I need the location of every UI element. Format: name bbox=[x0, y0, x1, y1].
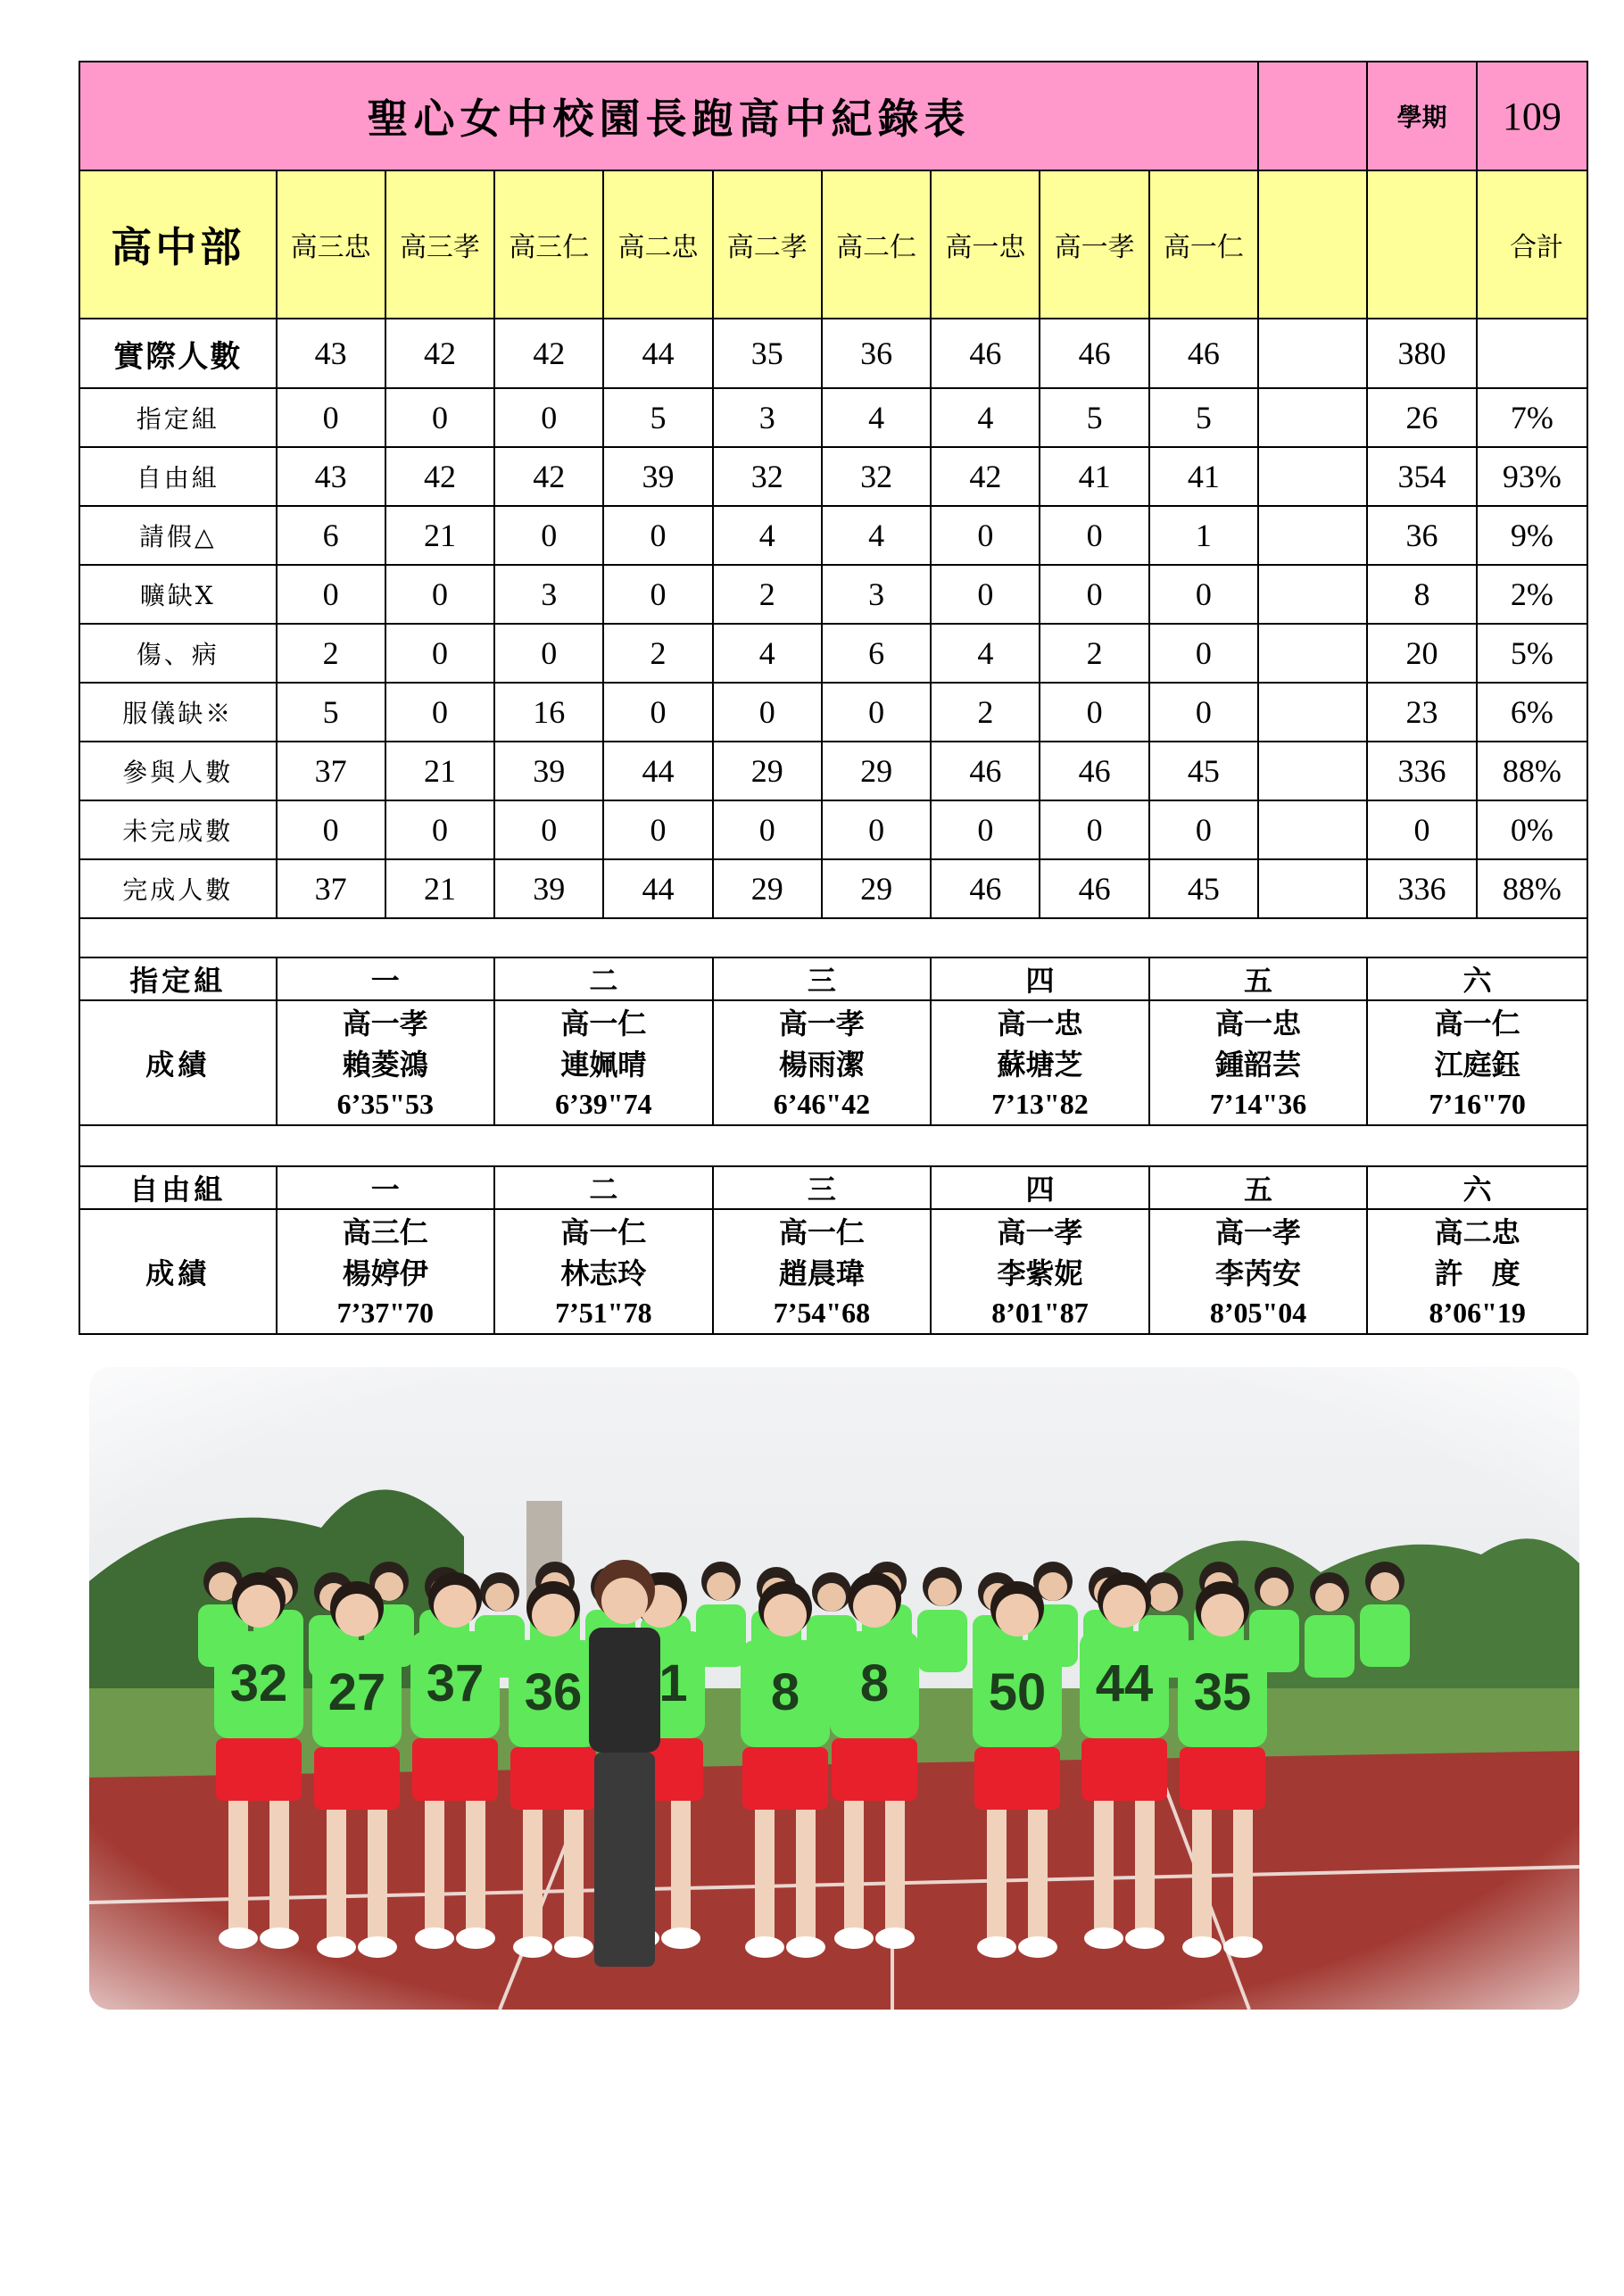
rank-name-cell: 賴菱鴻 bbox=[277, 1042, 495, 1083]
stat-cell: 45 bbox=[1149, 859, 1258, 918]
stat-cell: 41 bbox=[1040, 447, 1148, 506]
stat-cell: 46 bbox=[1040, 859, 1148, 918]
rank-header: 二 bbox=[494, 957, 713, 1000]
term-value: 109 bbox=[1477, 62, 1587, 170]
class-header: 高二忠 bbox=[603, 170, 712, 319]
class-header: 高二仁 bbox=[822, 170, 931, 319]
rank-name-cell: 連姵晴 bbox=[494, 1042, 713, 1083]
rank-classe-cell: 高二忠 bbox=[1367, 1209, 1587, 1251]
rank-header: 四 bbox=[931, 1166, 1149, 1209]
rank-classe-cell: 高三仁 bbox=[277, 1209, 495, 1251]
stat-cell: 0 bbox=[603, 683, 712, 742]
stat-cell: 46 bbox=[1040, 319, 1148, 388]
rank-time-cell: 7’14"36 bbox=[1149, 1083, 1368, 1125]
rank-header-row bbox=[79, 957, 1587, 1000]
rank-name-cell: 江庭鈺 bbox=[1367, 1042, 1587, 1083]
photo-vignette bbox=[89, 1367, 1579, 2010]
rank-header: 一 bbox=[277, 1166, 495, 1209]
stat-cell: 2 bbox=[713, 565, 822, 624]
percent-cell: 88% bbox=[1477, 859, 1587, 918]
rank-time-cell: 6’46"42 bbox=[713, 1083, 932, 1125]
stat-cell: 36 bbox=[822, 319, 931, 388]
stat-row bbox=[79, 859, 1587, 918]
stat-cell: 42 bbox=[494, 447, 603, 506]
rank-row-classes bbox=[79, 1209, 1587, 1251]
percent-cell: 6% bbox=[1477, 683, 1587, 742]
stat-cell: 0 bbox=[1040, 800, 1148, 859]
stat-cell: 3 bbox=[494, 565, 603, 624]
rank-classe-cell: 高一仁 bbox=[1367, 1000, 1587, 1042]
stat-cell: 0 bbox=[1149, 565, 1258, 624]
stat-cell: 0 bbox=[713, 800, 822, 859]
row-label: 曠缺X bbox=[79, 565, 277, 624]
rank-header: 二 bbox=[494, 1166, 713, 1209]
stat-cell: 0 bbox=[603, 565, 712, 624]
stat-cell: 0 bbox=[277, 565, 385, 624]
term-label: 學期 bbox=[1367, 62, 1476, 170]
stat-cell: 0 bbox=[1149, 800, 1258, 859]
total-cell: 23 bbox=[1367, 683, 1476, 742]
stat-row bbox=[79, 624, 1587, 683]
percent-cell: 93% bbox=[1477, 447, 1587, 506]
rank-header-row bbox=[79, 1166, 1587, 1209]
stat-cell: 21 bbox=[385, 859, 494, 918]
stat-cell: 0 bbox=[277, 388, 385, 447]
stat-cell: 39 bbox=[494, 742, 603, 800]
total-cell: 20 bbox=[1367, 624, 1476, 683]
stat-cell: 4 bbox=[713, 624, 822, 683]
stat-cell: 21 bbox=[385, 742, 494, 800]
rank-row-names bbox=[79, 1042, 1587, 1083]
stat-cell: 32 bbox=[713, 447, 822, 506]
class-header: 高三忠 bbox=[277, 170, 385, 319]
stat-cell: 21 bbox=[385, 506, 494, 565]
stat-cell: 42 bbox=[494, 319, 603, 388]
stat-cell: 6 bbox=[822, 624, 931, 683]
header-blank-cell bbox=[1258, 170, 1367, 319]
percent-cell: 2% bbox=[1477, 565, 1587, 624]
rank-time-cell: 7’13"82 bbox=[931, 1083, 1149, 1125]
stat-cell: 0 bbox=[494, 388, 603, 447]
stat-cell: 0 bbox=[385, 565, 494, 624]
stat-cell: 32 bbox=[822, 447, 931, 506]
rank-time-cell: 8’05"04 bbox=[1149, 1292, 1368, 1334]
row-label: 指定組 bbox=[79, 388, 277, 447]
stat-row bbox=[79, 388, 1587, 447]
blank-cell bbox=[1258, 447, 1367, 506]
class-header-row bbox=[79, 170, 1587, 319]
stat-cell: 0 bbox=[385, 388, 494, 447]
row-label: 請假△ bbox=[79, 506, 277, 565]
stat-cell: 0 bbox=[603, 800, 712, 859]
rank-header: 五 bbox=[1149, 1166, 1368, 1209]
stat-cell: 4 bbox=[822, 506, 931, 565]
stat-cell: 39 bbox=[494, 859, 603, 918]
row-label: 服儀缺※ bbox=[79, 683, 277, 742]
stat-cell: 42 bbox=[931, 447, 1040, 506]
blank-cell bbox=[1258, 565, 1367, 624]
stat-cell: 46 bbox=[931, 742, 1040, 800]
row-label: 自由組 bbox=[79, 447, 277, 506]
class-header: 高三仁 bbox=[494, 170, 603, 319]
percent-cell: 5% bbox=[1477, 624, 1587, 683]
rank-time-cell: 7’51"78 bbox=[494, 1292, 713, 1334]
rank-classe-cell: 高一忠 bbox=[931, 1000, 1149, 1042]
rank-time-cell: 8’01"87 bbox=[931, 1292, 1149, 1334]
stat-cell: 0 bbox=[931, 565, 1040, 624]
stat-cell: 6 bbox=[277, 506, 385, 565]
stat-row bbox=[79, 447, 1587, 506]
spacer-row bbox=[79, 1125, 1587, 1166]
stat-cell: 29 bbox=[822, 742, 931, 800]
stat-cell: 0 bbox=[1040, 565, 1148, 624]
record-table bbox=[79, 61, 1588, 1335]
stat-cell: 44 bbox=[603, 859, 712, 918]
stat-cell: 0 bbox=[1149, 683, 1258, 742]
stat-cell: 46 bbox=[1040, 742, 1148, 800]
rank-time-cell: 7’37"70 bbox=[277, 1292, 495, 1334]
department-label: 高中部 bbox=[79, 170, 277, 319]
title-blank-cell bbox=[1258, 62, 1367, 170]
stat-cell: 43 bbox=[277, 319, 385, 388]
stat-cell: 0 bbox=[603, 506, 712, 565]
rank-header: 三 bbox=[713, 957, 932, 1000]
blank-cell bbox=[1258, 319, 1367, 388]
stat-cell: 29 bbox=[713, 859, 822, 918]
rank-name-cell: 蘇塘芝 bbox=[931, 1042, 1149, 1083]
percent-cell: 88% bbox=[1477, 742, 1587, 800]
stat-cell: 2 bbox=[1040, 624, 1148, 683]
row-label: 未完成數 bbox=[79, 800, 277, 859]
stat-cell: 0 bbox=[1040, 683, 1148, 742]
class-header: 高一孝 bbox=[1040, 170, 1148, 319]
stat-cell: 37 bbox=[277, 859, 385, 918]
stat-row bbox=[79, 800, 1587, 859]
blank-cell bbox=[1258, 742, 1367, 800]
rank-name-cell: 楊雨潔 bbox=[713, 1042, 932, 1083]
rank-name-cell: 許 度 bbox=[1367, 1251, 1587, 1292]
stat-cell: 29 bbox=[822, 859, 931, 918]
group-photo bbox=[89, 1367, 1579, 2010]
rank-time-cell: 7’54"68 bbox=[713, 1292, 932, 1334]
stat-row bbox=[79, 683, 1587, 742]
stat-row bbox=[79, 742, 1587, 800]
total-cell: 8 bbox=[1367, 565, 1476, 624]
stat-cell: 4 bbox=[822, 388, 931, 447]
score-label: 成績 bbox=[79, 1209, 277, 1334]
stat-cell: 0 bbox=[931, 800, 1040, 859]
stats-rows bbox=[79, 319, 1587, 918]
rank-header: 六 bbox=[1367, 957, 1587, 1000]
total-cell: 336 bbox=[1367, 859, 1476, 918]
stat-cell: 5 bbox=[1149, 388, 1258, 447]
stat-cell: 0 bbox=[494, 506, 603, 565]
rank-name-cell: 李紫妮 bbox=[931, 1251, 1149, 1292]
stat-cell: 0 bbox=[385, 683, 494, 742]
stat-cell: 16 bbox=[494, 683, 603, 742]
stat-cell: 2 bbox=[931, 683, 1040, 742]
record-sheet bbox=[79, 61, 1588, 1335]
stat-cell: 0 bbox=[385, 624, 494, 683]
designated-ranking bbox=[79, 957, 1587, 1125]
rank-classe-cell: 高一仁 bbox=[494, 1209, 713, 1251]
stat-cell: 0 bbox=[931, 506, 1040, 565]
row-label: 傷、病 bbox=[79, 624, 277, 683]
rank-row-classes bbox=[79, 1000, 1587, 1042]
total-cell: 354 bbox=[1367, 447, 1476, 506]
stat-cell: 37 bbox=[277, 742, 385, 800]
stat-cell: 46 bbox=[1149, 319, 1258, 388]
rank-time-cell: 7’16"70 bbox=[1367, 1083, 1587, 1125]
percent-cell: 0% bbox=[1477, 800, 1587, 859]
stat-cell: 46 bbox=[931, 319, 1040, 388]
sheet-title: 聖心女中校園長跑高中紀錄表 bbox=[79, 62, 1258, 170]
class-header: 高二孝 bbox=[713, 170, 822, 319]
stat-cell: 2 bbox=[277, 624, 385, 683]
stat-cell: 3 bbox=[713, 388, 822, 447]
stat-cell: 0 bbox=[277, 800, 385, 859]
stat-cell: 0 bbox=[494, 624, 603, 683]
total-cell: 380 bbox=[1367, 319, 1476, 388]
group-label: 自由組 bbox=[79, 1166, 277, 1209]
rank-name-cell: 楊婷伊 bbox=[277, 1251, 495, 1292]
rank-name-cell: 李芮安 bbox=[1149, 1251, 1368, 1292]
blank-cell bbox=[1258, 859, 1367, 918]
stat-cell: 39 bbox=[603, 447, 712, 506]
blank-cell bbox=[1258, 388, 1367, 447]
stat-cell: 29 bbox=[713, 742, 822, 800]
stat-row bbox=[79, 565, 1587, 624]
stat-cell: 0 bbox=[494, 800, 603, 859]
stat-cell: 2 bbox=[603, 624, 712, 683]
stat-cell: 45 bbox=[1149, 742, 1258, 800]
stat-cell: 1 bbox=[1149, 506, 1258, 565]
rank-classe-cell: 高一忠 bbox=[1149, 1000, 1368, 1042]
header-blank-cell bbox=[1367, 170, 1476, 319]
stat-cell: 0 bbox=[822, 800, 931, 859]
title-row bbox=[79, 62, 1587, 170]
stat-cell: 5 bbox=[1040, 388, 1148, 447]
percent-cell: 7% bbox=[1477, 388, 1587, 447]
total-cell: 0 bbox=[1367, 800, 1476, 859]
stat-cell: 44 bbox=[603, 319, 712, 388]
rank-header: 六 bbox=[1367, 1166, 1587, 1209]
rank-classe-cell: 高一孝 bbox=[1149, 1209, 1368, 1251]
total-cell: 26 bbox=[1367, 388, 1476, 447]
stat-cell: 4 bbox=[713, 506, 822, 565]
stat-row bbox=[79, 319, 1587, 388]
class-header: 高三孝 bbox=[385, 170, 494, 319]
row-label: 實際人數 bbox=[79, 319, 277, 388]
rank-row-names bbox=[79, 1251, 1587, 1292]
rank-classe-cell: 高一孝 bbox=[277, 1000, 495, 1042]
stat-cell: 43 bbox=[277, 447, 385, 506]
total-cell: 336 bbox=[1367, 742, 1476, 800]
class-header: 高一忠 bbox=[931, 170, 1040, 319]
stat-cell: 42 bbox=[385, 319, 494, 388]
row-label: 參與人數 bbox=[79, 742, 277, 800]
free-ranking bbox=[79, 1166, 1587, 1334]
stat-cell: 46 bbox=[931, 859, 1040, 918]
stat-cell: 4 bbox=[931, 388, 1040, 447]
stat-row bbox=[79, 506, 1587, 565]
rank-row-times bbox=[79, 1083, 1587, 1125]
rank-header: 一 bbox=[277, 957, 495, 1000]
stat-cell: 5 bbox=[277, 683, 385, 742]
rank-classe-cell: 高一仁 bbox=[494, 1000, 713, 1042]
percent-cell: 9% bbox=[1477, 506, 1587, 565]
stat-cell: 35 bbox=[713, 319, 822, 388]
rank-time-cell: 6’39"74 bbox=[494, 1083, 713, 1125]
stat-cell: 0 bbox=[1149, 624, 1258, 683]
rank-row-times bbox=[79, 1292, 1587, 1334]
spacer-row bbox=[79, 918, 1587, 957]
stat-cell: 0 bbox=[1040, 506, 1148, 565]
rank-header: 三 bbox=[713, 1166, 932, 1209]
group-label: 指定組 bbox=[79, 957, 277, 1000]
rank-time-cell: 6’35"53 bbox=[277, 1083, 495, 1125]
rank-classe-cell: 高一孝 bbox=[713, 1000, 932, 1042]
blank-cell bbox=[1258, 800, 1367, 859]
total-cell: 36 bbox=[1367, 506, 1476, 565]
blank-cell bbox=[1258, 624, 1367, 683]
stat-cell: 42 bbox=[385, 447, 494, 506]
stat-cell: 44 bbox=[603, 742, 712, 800]
stat-cell: 0 bbox=[822, 683, 931, 742]
blank-cell bbox=[1258, 683, 1367, 742]
rank-classe-cell: 高一孝 bbox=[931, 1209, 1149, 1251]
stat-cell: 0 bbox=[713, 683, 822, 742]
rank-name-cell: 趙晨瑋 bbox=[713, 1251, 932, 1292]
blank-cell bbox=[1258, 506, 1367, 565]
stat-cell: 5 bbox=[603, 388, 712, 447]
percent-cell bbox=[1477, 319, 1587, 388]
class-header: 高一仁 bbox=[1149, 170, 1258, 319]
rank-classe-cell: 高一仁 bbox=[713, 1209, 932, 1251]
rank-header: 五 bbox=[1149, 957, 1368, 1000]
stat-cell: 4 bbox=[931, 624, 1040, 683]
rank-name-cell: 鍾韶芸 bbox=[1149, 1042, 1368, 1083]
rank-name-cell: 林志玲 bbox=[494, 1251, 713, 1292]
stat-cell: 0 bbox=[385, 800, 494, 859]
rank-header: 四 bbox=[931, 957, 1149, 1000]
score-label: 成績 bbox=[79, 1000, 277, 1125]
rank-time-cell: 8’06"19 bbox=[1367, 1292, 1587, 1334]
total-label: 合計 bbox=[1477, 170, 1587, 319]
stat-cell: 3 bbox=[822, 565, 931, 624]
stat-cell: 41 bbox=[1149, 447, 1258, 506]
row-label: 完成人數 bbox=[79, 859, 277, 918]
